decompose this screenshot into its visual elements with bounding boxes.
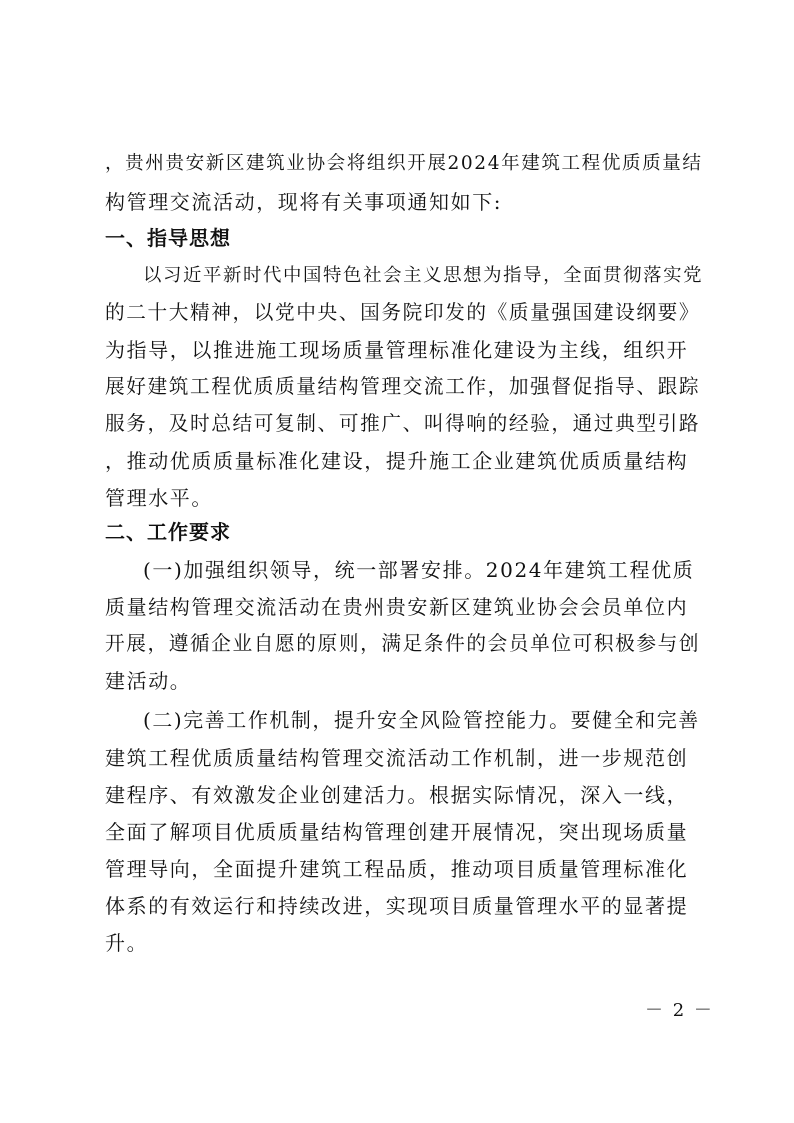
section-1-line-7: 管理水平。 bbox=[105, 486, 213, 510]
item-1-line-3: 开展，遵循企业自愿的原则，满足条件的会员单位可积极参与创 bbox=[105, 632, 701, 655]
section-1-line-2: 的二十大精神，以党中央、国务院印发的《质量强国建设纲要》 bbox=[105, 301, 701, 324]
intro-line-2: 构管理交流活动，现将有关事项通知如下: bbox=[105, 190, 503, 214]
section-1-line-6: ，推动优质质量标准化建设，提升施工企业建筑优质质量结构 bbox=[105, 449, 689, 473]
section-1-line-3: 为指导，以推进施工现场质量管理标准化建设为主线，组织开 bbox=[105, 338, 689, 362]
section-1-heading: 一、指导思想 bbox=[105, 226, 231, 250]
item-2-line-5: 管理导向，全面提升建筑工程品质，推动项目质量管理标准化 bbox=[105, 857, 689, 881]
item-2-line-6: 体系的有效运行和持续改进，实现项目质量管理水平的显著提 bbox=[105, 894, 689, 918]
item-2-line-1: (二)完善工作机制，提升安全风险管控能力。要健全和完善 bbox=[143, 709, 700, 732]
section-1-line-4: 展好建筑工程优质质量结构管理交流工作，加强督促指导、跟踪 bbox=[105, 375, 701, 398]
section-1-line-1: 以习近平新时代中国特色社会主义思想为指导，全面贯彻落实党 bbox=[143, 265, 704, 286]
item-1-line-1: (一)加强组织领导，统一部署安排。2024年建筑工程优质 bbox=[143, 558, 695, 582]
section-1-line-5: 服务，及时总结可复制、可推广、叫得响的经验，通过典型引路 bbox=[105, 412, 701, 435]
item-1-line-2: 质量结构管理交流活动在贵州贵安新区建筑业协会会员单位内 bbox=[105, 595, 689, 619]
item-2-line-7: 升。 bbox=[105, 931, 149, 955]
page-number: － 2 － bbox=[645, 1000, 714, 1021]
item-2-line-2: 建筑工程优质质量结构管理交流活动工作机制，进一步规范创 bbox=[105, 746, 689, 770]
item-2-line-4: 全面了解项目优质质量结构管理创建开展情况，突出现场质量 bbox=[105, 820, 689, 844]
item-1-line-4: 建活动。 bbox=[105, 669, 192, 693]
item-2-line-3: 建程序、有效激发企业创建活力。根据实际情况，深入一线， bbox=[105, 783, 689, 807]
intro-line-1: ，贵州贵安新区建筑业协会将组织开展2024年建筑工程优质质量结 bbox=[105, 153, 703, 174]
section-2-heading: 二、工作要求 bbox=[105, 520, 231, 544]
